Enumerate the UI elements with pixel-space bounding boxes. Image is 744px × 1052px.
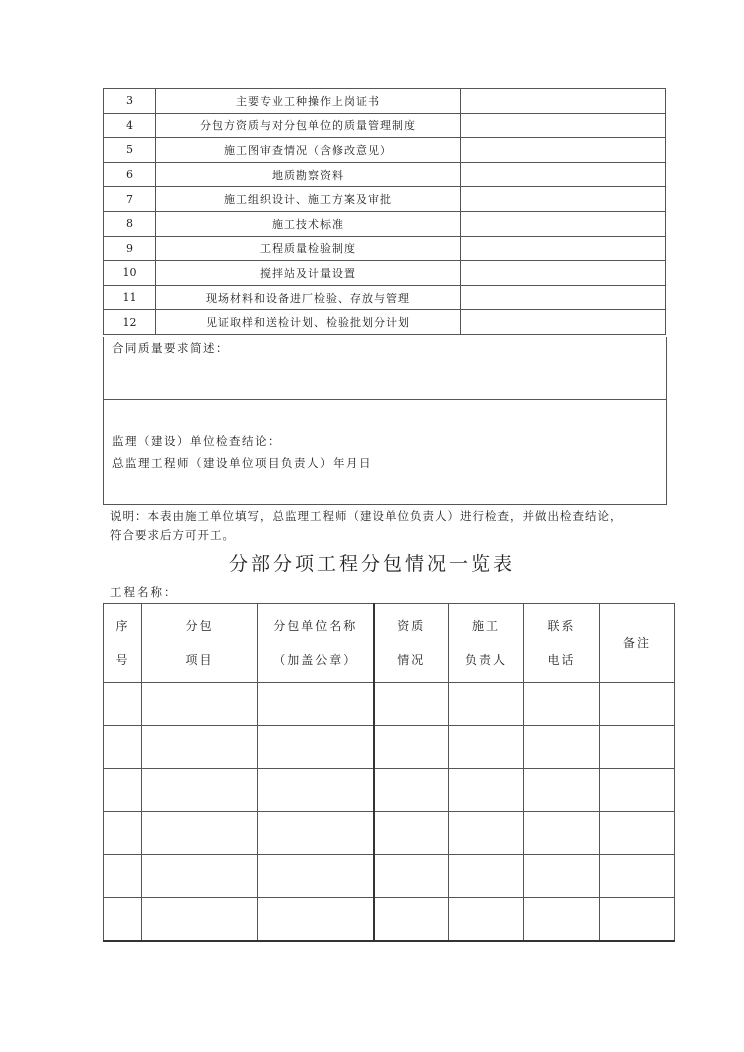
note-line-1: 说明：本表由施工单位填写，总监理工程师（建设单位负责人）进行检查，并做出检查结论，	[110, 509, 623, 523]
cell-col-subcontractor-name[interactable]	[258, 769, 374, 812]
cell-col-subcontract-item[interactable]	[142, 855, 258, 898]
header-text: 项目	[185, 653, 214, 667]
header-col-qualification	[374, 604, 449, 683]
checklist-row	[104, 211, 666, 236]
checklist-row-item: 施工图审查情况（含修改意见）	[156, 138, 461, 163]
cell-col-subcontractor-name[interactable]	[258, 683, 374, 726]
cell-col-qualification[interactable]	[374, 769, 449, 812]
cell-col-site-manager[interactable]	[449, 683, 524, 726]
checklist-row-item: 现场材料和设备进厂检验、存放与管理	[156, 285, 461, 310]
subcontract-row	[104, 683, 675, 726]
checklist-row-value[interactable]	[461, 113, 666, 138]
checklist-row	[104, 285, 666, 310]
contract-requirements-section	[103, 337, 667, 400]
inspection-conclusion-section	[103, 399, 667, 505]
checklist-row-item: 施工组织设计、施工方案及审批	[156, 187, 461, 212]
cell-col-site-manager[interactable]	[449, 812, 524, 855]
subcontract-row	[104, 898, 675, 942]
header-col-remarks	[600, 604, 675, 683]
cell-col-serial[interactable]	[104, 898, 142, 942]
checklist-row-value[interactable]	[461, 89, 666, 114]
cell-col-remarks[interactable]	[600, 812, 675, 855]
checklist-row-number: 5	[104, 138, 156, 163]
header-text: （加盖公章）	[273, 653, 358, 667]
checklist-row-number: 7	[104, 187, 156, 212]
subcontract-title: 分部分项工程分包情况一览表	[228, 553, 515, 575]
header-col-contact-phone	[524, 604, 600, 683]
cell-col-serial[interactable]	[104, 812, 142, 855]
checklist-row-value[interactable]	[461, 138, 666, 163]
checklist-row-value[interactable]	[461, 261, 666, 286]
cell-col-qualification[interactable]	[374, 812, 449, 855]
header-text: 分包单位名称	[273, 619, 358, 633]
cell-col-subcontractor-name[interactable]	[258, 726, 374, 769]
cell-col-remarks[interactable]	[600, 726, 675, 769]
checklist-row-item: 地质勘察资料	[156, 162, 461, 187]
checklist-row	[104, 138, 666, 163]
contract-requirements-label: 合同质量要求简述：	[112, 341, 229, 355]
cell-col-qualification[interactable]	[374, 683, 449, 726]
subcontract-row	[104, 812, 675, 855]
cell-col-qualification[interactable]	[374, 898, 449, 942]
conclusion-label: 监理（建设）单位检查结论：	[112, 434, 281, 448]
cell-col-site-manager[interactable]	[449, 726, 524, 769]
checklist-row	[104, 113, 666, 138]
checklist-row	[104, 162, 666, 187]
cell-col-subcontract-item[interactable]	[142, 726, 258, 769]
checklist-row	[104, 187, 666, 212]
note-line-2: 符合要求后方可开工。	[110, 528, 235, 542]
signature-line: 总监理工程师（建设单位项目负责人）年月日	[112, 456, 372, 470]
header-col-site-manager	[449, 604, 524, 683]
cell-col-qualification[interactable]	[374, 726, 449, 769]
subcontract-table	[103, 603, 675, 942]
checklist-row-item: 主要专业工种操作上岗证书	[156, 89, 461, 114]
cell-col-remarks[interactable]	[600, 898, 675, 942]
subcontract-row	[104, 855, 675, 898]
checklist-row	[104, 89, 666, 114]
header-text: 备注	[622, 636, 651, 650]
header-text: 序	[115, 619, 130, 633]
cell-col-subcontract-item[interactable]	[142, 683, 258, 726]
checklist-row-value[interactable]	[461, 162, 666, 187]
cell-col-subcontract-item[interactable]	[142, 769, 258, 812]
cell-col-subcontract-item[interactable]	[142, 898, 258, 942]
checklist-row-value[interactable]	[461, 187, 666, 212]
cell-col-site-manager[interactable]	[449, 855, 524, 898]
header-text: 联系	[547, 619, 576, 633]
cell-col-subcontractor-name[interactable]	[258, 898, 374, 942]
header-col-subcontract-item	[142, 604, 258, 683]
cell-col-subcontract-item[interactable]	[142, 812, 258, 855]
checklist-row-number: 6	[104, 162, 156, 187]
cell-col-contact-phone[interactable]	[524, 683, 600, 726]
cell-col-subcontractor-name[interactable]	[258, 812, 374, 855]
checklist-row-value[interactable]	[461, 236, 666, 261]
header-col-subcontractor-name	[258, 604, 374, 683]
cell-col-contact-phone[interactable]	[524, 769, 600, 812]
cell-col-subcontractor-name[interactable]	[258, 855, 374, 898]
cell-col-site-manager[interactable]	[449, 898, 524, 942]
checklist-row	[104, 261, 666, 286]
checklist-row-number: 3	[104, 89, 156, 114]
cell-col-serial[interactable]	[104, 855, 142, 898]
checklist-row-value[interactable]	[461, 285, 666, 310]
cell-col-remarks[interactable]	[600, 855, 675, 898]
checklist-row	[104, 236, 666, 261]
cell-col-contact-phone[interactable]	[524, 726, 600, 769]
cell-col-site-manager[interactable]	[449, 769, 524, 812]
header-text: 号	[115, 653, 130, 667]
header-text: 资质	[397, 619, 426, 633]
checklist-row-number: 12	[104, 310, 156, 335]
checklist-row-item: 见证取样和送检计划、检验批划分计划	[156, 310, 461, 335]
checklist-row-item: 工程质量检验制度	[156, 236, 461, 261]
subcontract-row	[104, 769, 675, 812]
checklist-row	[104, 310, 666, 335]
checklist-row-number: 8	[104, 211, 156, 236]
cell-col-remarks[interactable]	[600, 683, 675, 726]
checklist-row-item: 施工技术标准	[156, 211, 461, 236]
checklist-row-value[interactable]	[461, 211, 666, 236]
checklist-row-number: 10	[104, 261, 156, 286]
header-text: 电话	[547, 653, 576, 667]
checklist-row-value[interactable]	[461, 310, 666, 335]
checklist-row-item: 分包方资质与对分包单位的质量管理制度	[156, 113, 461, 138]
checklist-row-number: 9	[104, 236, 156, 261]
header-text: 施工	[471, 619, 500, 633]
project-name-label: 工程名称：	[110, 585, 178, 599]
checklist-row-number: 4	[104, 113, 156, 138]
checklist-table	[103, 88, 666, 335]
subcontract-row	[104, 726, 675, 769]
cell-col-serial[interactable]	[104, 769, 142, 812]
header-col-serial	[104, 604, 142, 683]
cell-col-qualification[interactable]	[374, 855, 449, 898]
checklist-row-number: 11	[104, 285, 156, 310]
cell-col-remarks[interactable]	[600, 769, 675, 812]
header-text: 情况	[397, 653, 426, 667]
cell-col-contact-phone[interactable]	[524, 855, 600, 898]
cell-col-contact-phone[interactable]	[524, 812, 600, 855]
cell-col-serial[interactable]	[104, 683, 142, 726]
checklist-row-item: 搅拌站及计量设置	[156, 261, 461, 286]
header-text: 负责人	[464, 653, 507, 667]
header-text: 分包	[185, 619, 214, 633]
cell-col-serial[interactable]	[104, 726, 142, 769]
cell-col-contact-phone[interactable]	[524, 898, 600, 942]
